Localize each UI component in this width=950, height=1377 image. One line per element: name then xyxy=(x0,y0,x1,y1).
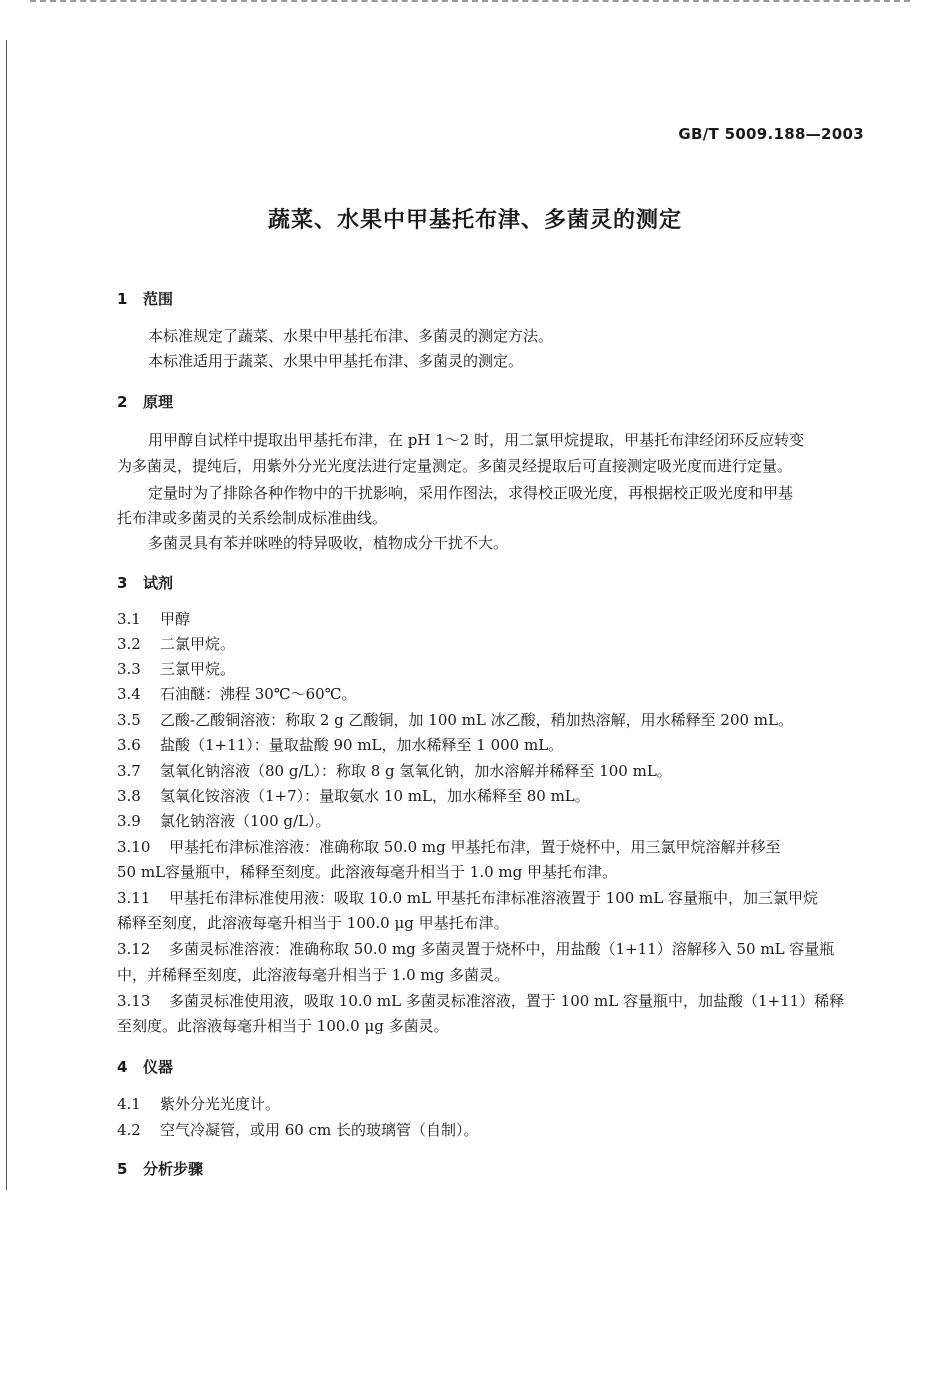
item-continuation: 50 mL容量瓶中，稀释至刻度。此溶液每毫升相当于 1.0 mg 甲基托布津。 xyxy=(117,863,618,881)
paragraph-line: 多菌灵具有苯并咪唑的特异吸收，植物成分干扰不大。 xyxy=(148,534,509,552)
item-number: 3.3 xyxy=(117,660,141,678)
section-title: 分析步骤 xyxy=(143,1160,204,1178)
list-item xyxy=(117,991,844,1011)
list-item xyxy=(117,1094,280,1114)
paragraph-line: 定量时为了排除各种作物中的干扰影响，采用作图法，求得校正吸光度，再根据校正吸光度和甲基 xyxy=(148,484,794,502)
item-text: 空气冷凝管，或用 60 cm 长的玻璃管（自制）。 xyxy=(160,1121,479,1139)
list-item xyxy=(117,786,590,806)
item-continuation: 中，并稀释至刻度，此溶液每毫升相当于 1.0 mg 多菌灵。 xyxy=(117,966,509,984)
item-number: 3.10 xyxy=(117,838,151,856)
item-text: 盐酸（1+11）：量取盐酸 90 mL，加水稀释至 1 000 mL。 xyxy=(160,736,564,754)
item-continuation: 稀释至刻度，此溶液每毫升相当于 100.0 μg 甲基托布津。 xyxy=(117,914,509,932)
item-number: 3.7 xyxy=(117,762,141,780)
section-heading-scope xyxy=(117,288,173,309)
item-number: 3.5 xyxy=(117,711,141,729)
list-item xyxy=(117,939,834,959)
section-heading-procedure xyxy=(117,1158,203,1179)
item-number: 3.12 xyxy=(117,940,151,958)
list-item xyxy=(117,1120,479,1140)
section-number: 1 xyxy=(117,290,128,308)
list-item xyxy=(117,659,235,679)
list-item xyxy=(117,710,793,730)
item-text: 三氯甲烷。 xyxy=(160,660,236,678)
section-heading-reagents xyxy=(117,572,173,593)
section-title: 范围 xyxy=(143,290,174,308)
document-number: GB/T 5009.188—2003 xyxy=(678,125,864,143)
item-number: 3.11 xyxy=(117,889,151,907)
section-heading-apparatus xyxy=(117,1056,173,1077)
item-text: 乙酸-乙酸铜溶液：称取 2 g 乙酸铜，加 100 mL 冰乙酸，稍加热溶解，用水稀释至 200 mL。 xyxy=(160,711,793,729)
item-number: 3.8 xyxy=(117,787,141,805)
page-title: 蔬菜、水果中甲基托布津、多菌灵的测定 xyxy=(267,208,682,233)
section-title: 原理 xyxy=(143,393,174,411)
paragraph: 本标准适用于蔬菜、水果中甲基托布津、多菌灵的测定。 xyxy=(148,352,524,370)
item-text: 石油醚：沸程 30℃～60℃。 xyxy=(160,685,357,703)
item-text: 二氯甲烷。 xyxy=(160,635,236,653)
item-continuation: 至刻度。此溶液每毫升相当于 100.0 μg 多菌灵。 xyxy=(117,1017,449,1035)
item-number: 3.13 xyxy=(117,992,151,1010)
list-item xyxy=(117,634,235,654)
list-item xyxy=(117,811,331,831)
item-text: 甲基托布津标准使用液：吸取 10.0 mL 甲基托布津标准溶液置于 100 mL 容量瓶中，加三氯甲烷 xyxy=(169,889,819,907)
paragraph-line: 用甲醇自试样中提取出甲基托布津，在 pH 1～2 时，用二氯甲烷提取，甲基托布津经闭环反应转变 xyxy=(148,431,805,449)
list-item xyxy=(117,888,818,908)
item-number: 3.4 xyxy=(117,685,141,703)
section-title: 试剂 xyxy=(143,574,174,592)
section-number: 5 xyxy=(117,1160,128,1178)
item-text: 氢氧化钠溶液（80 g/L）：称取 8 g 氢氧化钠，加水溶解并稀释至 100 mL。 xyxy=(160,762,672,780)
list-item xyxy=(117,684,357,704)
item-number: 3.2 xyxy=(117,635,141,653)
section-title: 仪器 xyxy=(143,1058,174,1076)
section-number: 3 xyxy=(117,574,128,592)
list-item xyxy=(117,761,672,781)
list-item xyxy=(117,735,563,755)
item-text: 甲醇 xyxy=(160,610,191,628)
paragraph-line: 托布津或多菌灵的关系绘制成标准曲线。 xyxy=(117,509,388,527)
paragraph: 本标准规定了蔬菜、水果中甲基托布津、多菌灵的测定方法。 xyxy=(148,327,554,345)
item-text: 紫外分光光度计。 xyxy=(160,1095,281,1113)
item-text: 多菌灵标准溶液：准确称取 50.0 mg 多菌灵置于烧杯中，用盐酸（1+11）溶解移入 50 mL 容量瓶 xyxy=(169,940,835,958)
item-number: 4.1 xyxy=(117,1095,141,1113)
item-number: 3.1 xyxy=(117,610,141,628)
item-text: 多菌灵标准使用液，吸取 10.0 mL 多菌灵标准溶液，置于 100 mL 容量瓶中，加盐酸（1+11）稀释 xyxy=(169,992,845,1010)
section-number: 2 xyxy=(117,393,128,411)
item-number: 4.2 xyxy=(117,1121,141,1139)
item-number: 3.9 xyxy=(117,812,141,830)
item-number: 3.6 xyxy=(117,736,141,754)
list-item xyxy=(117,609,190,629)
item-text: 甲基托布津标准溶液：准确称取 50.0 mg 甲基托布津，置于烧杯中，用三氯甲烷溶解并移至 xyxy=(169,838,781,856)
list-item xyxy=(117,837,781,857)
scan-top-artifact xyxy=(30,0,910,5)
section-heading-principle xyxy=(117,391,173,412)
paragraph-line: 为多菌灵，提纯后，用紫外分光光度法进行定量测定。多菌灵经提取后可直接测定吸光度而进行定量。 xyxy=(117,457,793,475)
item-text: 氯化钠溶液（100 g/L）。 xyxy=(160,812,331,830)
item-text: 氢氧化铵溶液（1+7）：量取氨水 10 mL，加水稀释至 80 mL。 xyxy=(160,787,590,805)
section-number: 4 xyxy=(117,1058,128,1076)
